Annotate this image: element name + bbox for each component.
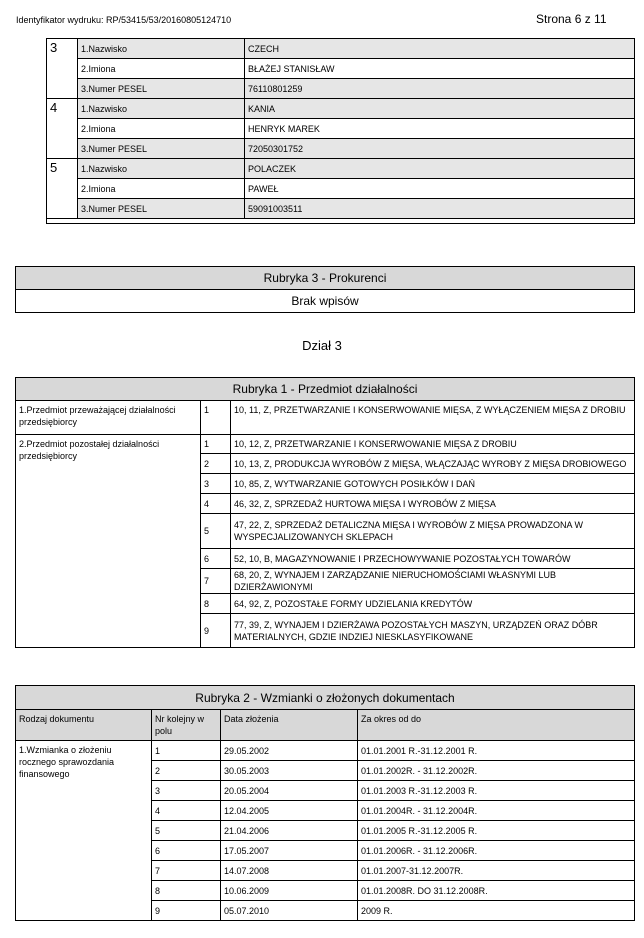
document-date: 20.05.2004 — [221, 781, 358, 801]
activity-number: 2 — [201, 454, 231, 474]
document-date: 10.06.2009 — [221, 881, 358, 901]
activity-number: 6 — [201, 549, 231, 569]
document-period: 01.01.2008R. DO 31.12.2008R. — [358, 881, 635, 901]
person-field-value: POLACZEK — [245, 159, 635, 179]
rubryka2-header-row — [16, 710, 635, 741]
document-number: 4 — [152, 801, 221, 821]
document-number: 5 — [152, 821, 221, 841]
document-date: 29.05.2002 — [221, 741, 358, 761]
document-period: 01.01.2006R. - 31.12.2006R. — [358, 841, 635, 861]
column-header: Rodzaj dokumentu — [16, 710, 152, 741]
person-number: 3 — [47, 39, 78, 99]
document-period: 01.01.2004R. - 31.12.2004R. — [358, 801, 635, 821]
document-date: 05.07.2010 — [221, 901, 358, 921]
document-period: 01.01.2007-31.12.2007R. — [358, 861, 635, 881]
persons-table-end — [47, 219, 635, 224]
person-row — [47, 179, 635, 199]
activity-text: 77, 39, Z, WYNAJEM I DZIERŻAWA POZOSTAŁYCH MASZYN, URZĄDZEŃ ORAZ DÓBR MATERIALNYCH, GDZIE INDZIEJ NIESKLASYFIKOWANE — [231, 614, 635, 648]
section-title: Dział 3 — [302, 338, 342, 353]
person-field-label: 1.Nazwisko — [78, 159, 245, 179]
rubryka3-title: Rubryka 3 - Prokurenci — [16, 267, 634, 290]
main-activity-row — [16, 401, 635, 435]
activity-text: 46, 32, Z, SPRZEDAŻ HURTOWA MIĘSA I WYROBÓW Z MIĘSA — [231, 494, 635, 514]
person-field-value: 76110801259 — [245, 79, 635, 99]
activity-text: 47, 22, Z, SPRZEDAŻ DETALICZNA MIĘSA I WYROBÓW Z MIĘSA PROWADZONA W WYSPECJALIZOWANYCH SKLEPACH — [231, 514, 635, 549]
page-number: Strona 6 z 11 — [536, 12, 607, 26]
person-field-value: PAWEŁ — [245, 179, 635, 199]
activity-text: 52, 10, B, MAGAZYNOWANIE I PRZECHOWYWANIE POZOSTAŁYCH TOWARÓW — [231, 549, 635, 569]
person-field-value: KANIA — [245, 99, 635, 119]
activity-number: 3 — [201, 474, 231, 494]
rubryka2-table — [15, 685, 635, 921]
document-number: 1 — [152, 741, 221, 761]
document-number: 3 — [152, 781, 221, 801]
document-date: 12.04.2005 — [221, 801, 358, 821]
person-row — [47, 159, 635, 179]
rubryka3-box — [15, 266, 635, 313]
main-activity-label: 1.Przedmiot przeważającej działalności przedsiębiorcy — [16, 401, 201, 435]
document-date: 30.05.2003 — [221, 761, 358, 781]
person-field-label: 3.Numer PESEL — [78, 79, 245, 99]
person-field-value: BŁAŻEJ STANISŁAW — [245, 59, 635, 79]
person-row — [47, 99, 635, 119]
document-number: 6 — [152, 841, 221, 861]
person-row — [47, 79, 635, 99]
other-activity-label: 2.Przedmiot pozostałej działalności przedsiębiorcy — [16, 435, 201, 648]
person-row — [47, 39, 635, 59]
person-row — [47, 59, 635, 79]
person-field-value: HENRYK MAREK — [245, 119, 635, 139]
person-field-label: 1.Nazwisko — [78, 99, 245, 119]
document-date: 21.04.2006 — [221, 821, 358, 841]
person-field-label: 2.Imiona — [78, 179, 245, 199]
document-row — [16, 741, 635, 761]
persons-table — [46, 38, 635, 224]
document-period: 01.01.2005 R.-31.12.2005 R. — [358, 821, 635, 841]
person-field-label: 3.Numer PESEL — [78, 139, 245, 159]
person-field-label: 1.Nazwisko — [78, 39, 245, 59]
rubryka1-table — [15, 377, 635, 648]
activity-number: 1 — [201, 401, 231, 435]
activity-number: 7 — [201, 569, 231, 594]
document-number: 9 — [152, 901, 221, 921]
activity-text: 64, 92, Z, POZOSTAŁE FORMY UDZIELANIA KREDYTÓW — [231, 594, 635, 614]
document-number: 8 — [152, 881, 221, 901]
person-number: 5 — [47, 159, 78, 219]
activity-number: 1 — [201, 435, 231, 454]
person-row — [47, 139, 635, 159]
document-number: 2 — [152, 761, 221, 781]
activity-number: 4 — [201, 494, 231, 514]
activity-text: 10, 11, Z, PRZETWARZANIE I KONSERWOWANIE MIĘSA, Z WYŁĄCZENIEM MIĘSA Z DROBIU — [231, 401, 635, 435]
document-number: 7 — [152, 861, 221, 881]
activity-text: 68, 20, Z, WYNAJEM I ZARZĄDZANIE NIERUCHOMOŚCIAMI WŁASNYMI LUB DZIERŻAWIONYMI — [231, 569, 635, 594]
column-header: Za okres od do — [358, 710, 635, 741]
document-date: 17.05.2007 — [221, 841, 358, 861]
person-field-value: 72050301752 — [245, 139, 635, 159]
activity-number: 5 — [201, 514, 231, 549]
document-period: 2009 R. — [358, 901, 635, 921]
activity-number: 8 — [201, 594, 231, 614]
column-header: Nr kolejny w polu — [152, 710, 221, 741]
rubryka3-body: Brak wpisów — [291, 294, 359, 308]
activity-text: 10, 12, Z, PRZETWARZANIE I KONSERWOWANIE MIĘSA Z DROBIU — [231, 435, 635, 454]
person-field-value: CZECH — [245, 39, 635, 59]
activity-text: 10, 13, Z, PRODUKCJA WYROBÓW Z MIĘSA, WŁĄCZAJĄC WYROBY Z MIĘSA DROBIOWEGO — [231, 454, 635, 474]
person-number: 4 — [47, 99, 78, 159]
person-field-value: 59091003511 — [245, 199, 635, 219]
document-period: 01.01.2001 R.-31.12.2001 R. — [358, 741, 635, 761]
activity-text: 10, 85, Z, WYTWARZANIE GOTOWYCH POSIŁKÓW I DAŃ — [231, 474, 635, 494]
document-period: 01.01.2002R. - 31.12.2002R. — [358, 761, 635, 781]
person-row — [47, 119, 635, 139]
print-identifier: Identyfikator wydruku: RP/53415/53/20160805124710 — [16, 15, 232, 25]
person-field-label: 2.Imiona — [78, 119, 245, 139]
rubryka1-title: Rubryka 1 - Przedmiot działalności — [16, 378, 635, 401]
activity-number: 9 — [201, 614, 231, 648]
document-date: 14.07.2008 — [221, 861, 358, 881]
activity-row — [16, 435, 635, 454]
column-header: Data złożenia — [221, 710, 358, 741]
document-type: 1.Wzmianka o złożeniu rocznego sprawozdania finansowego — [16, 741, 152, 921]
rubryka2-title: Rubryka 2 - Wzmianki o złożonych dokumentach — [16, 686, 635, 710]
person-field-label: 3.Numer PESEL — [78, 199, 245, 219]
document-period: 01.01.2003 R.-31.12.2003 R. — [358, 781, 635, 801]
person-row — [47, 199, 635, 219]
person-field-label: 2.Imiona — [78, 59, 245, 79]
